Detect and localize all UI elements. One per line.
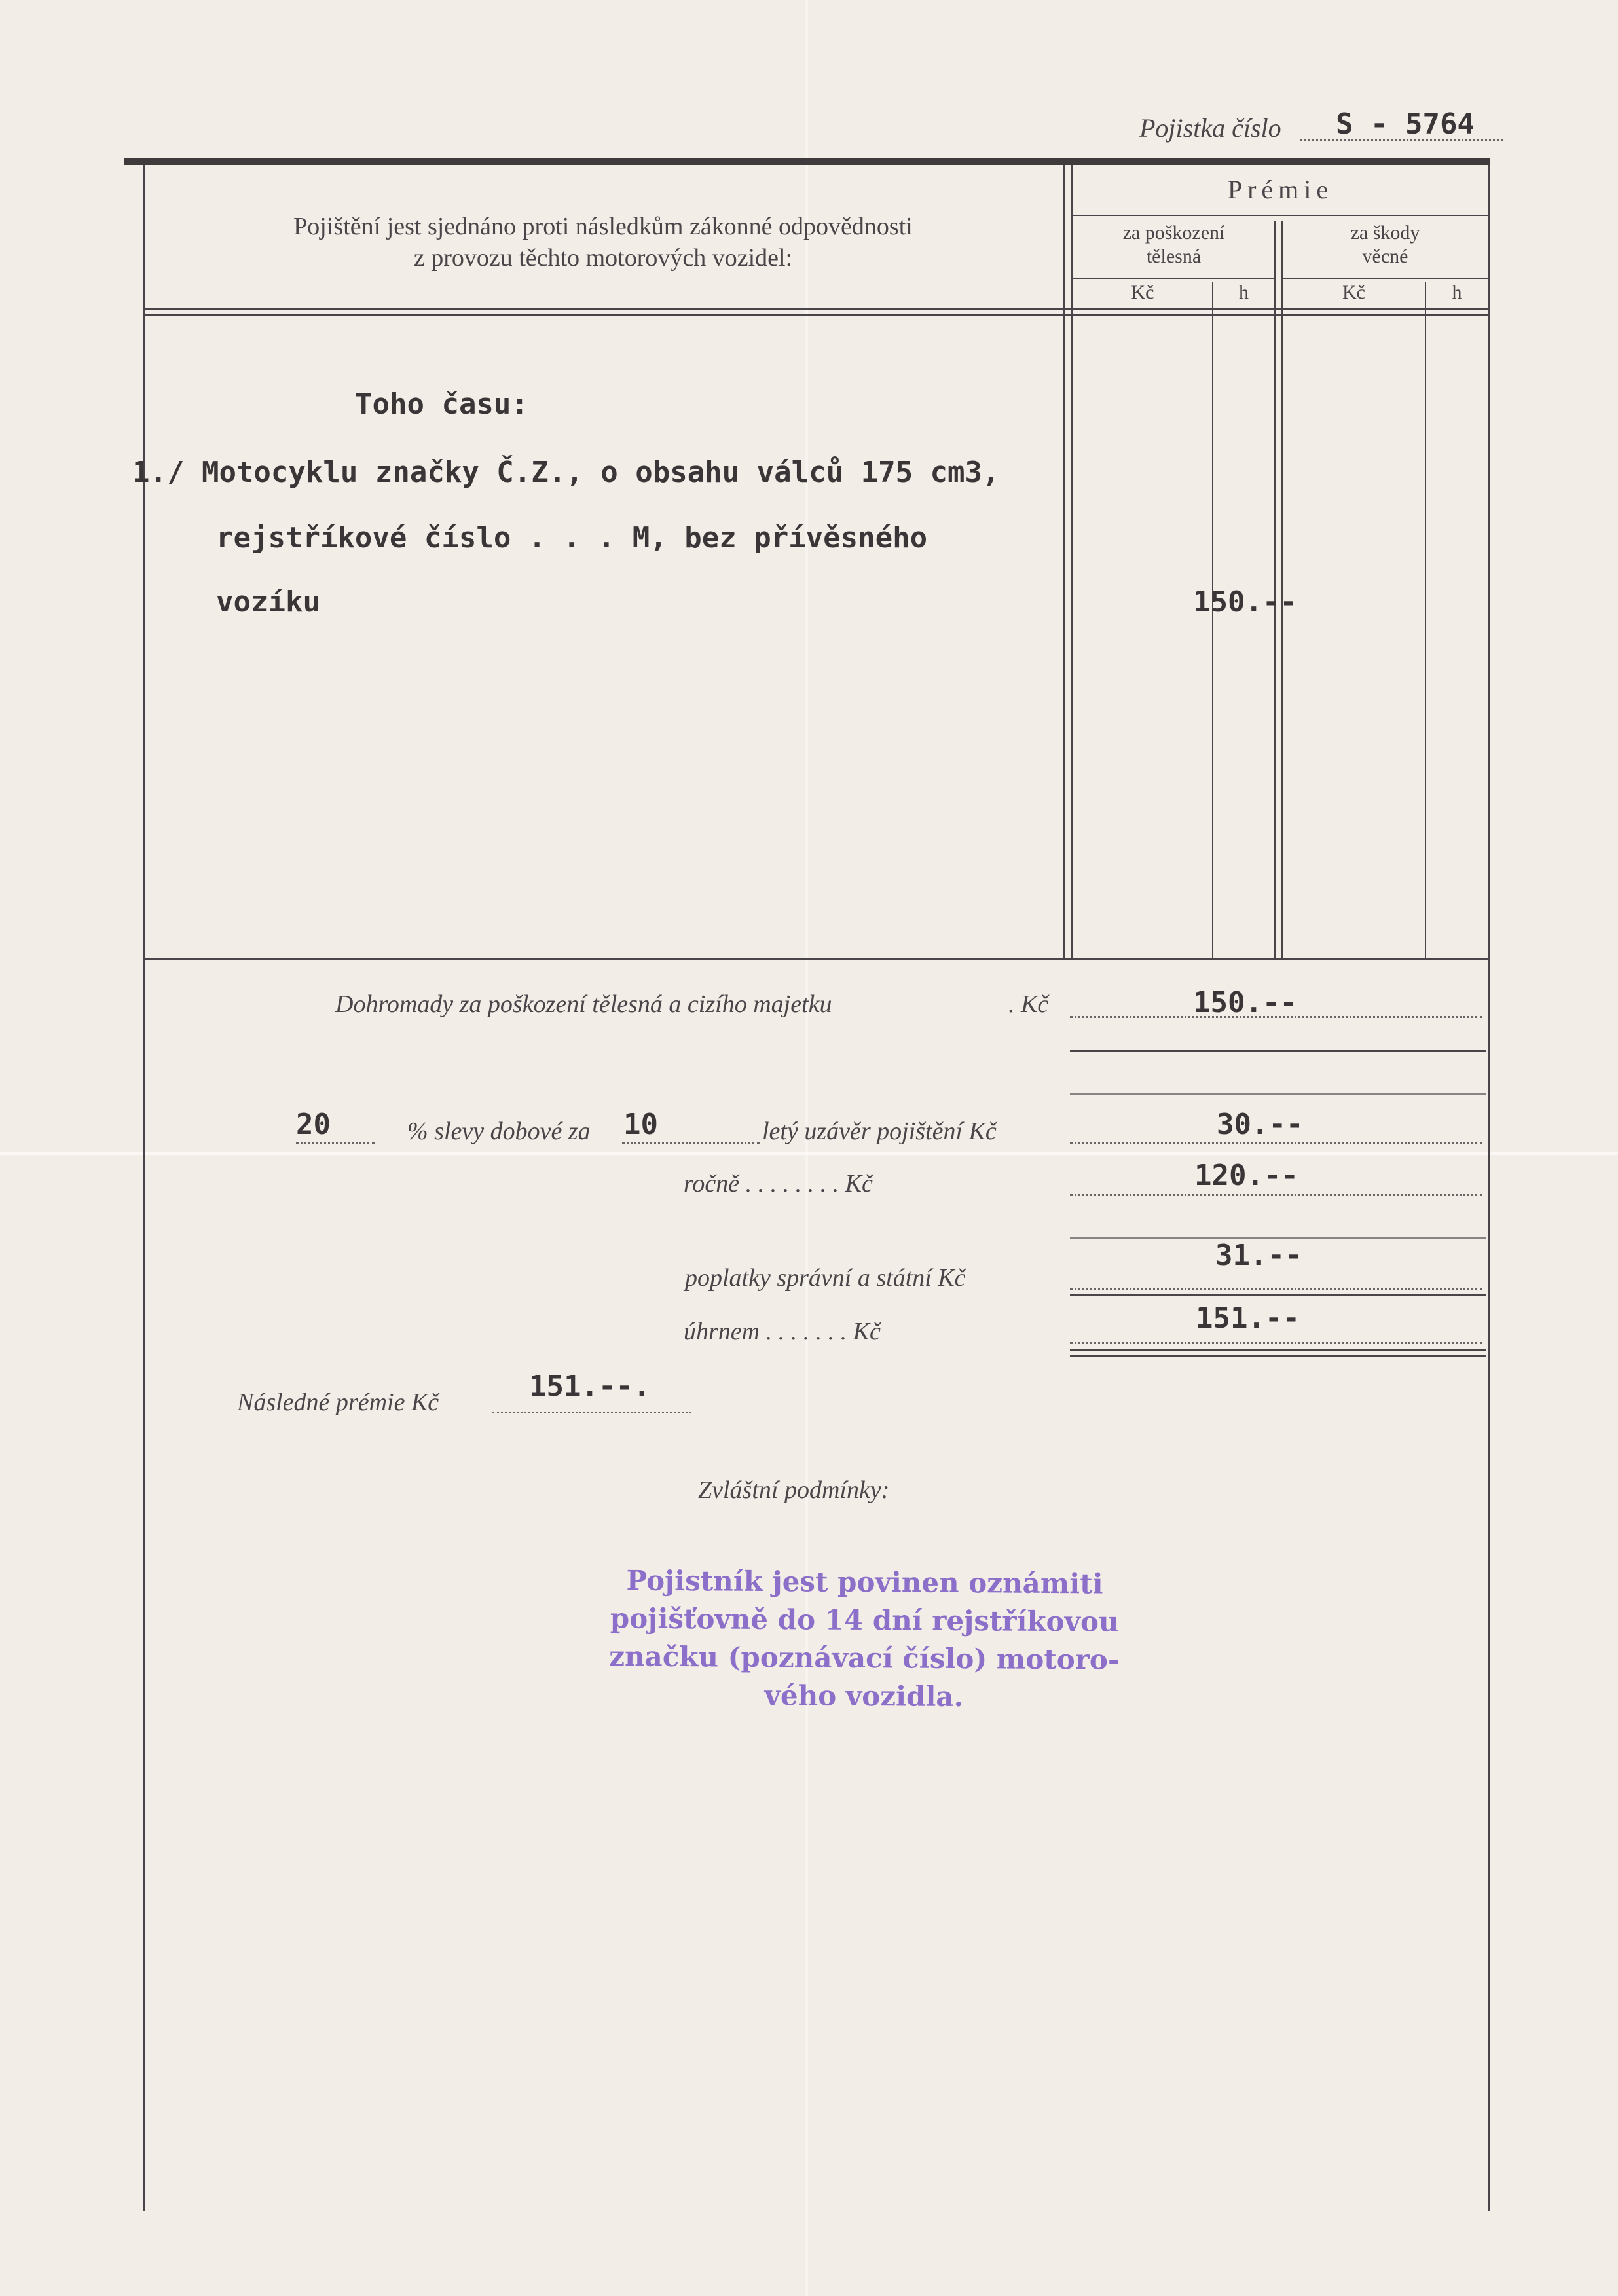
col2-heading-line2: věcné (1362, 246, 1408, 267)
stamp-line-4: vého vozidla. (764, 1679, 964, 1713)
col1-unit-h: h (1239, 282, 1249, 303)
fees-value: 31.-- (1215, 1239, 1302, 1272)
subsequent-label: Následné prémie Kč (237, 1389, 439, 1416)
vehicle-premium: 150.-- (1193, 585, 1297, 619)
grand-rule-2 (1070, 1355, 1486, 1357)
body-bottom-rule (143, 958, 1488, 960)
discount-years-dots (622, 1142, 760, 1144)
fees-dots (1070, 1288, 1482, 1290)
grand-label: úhrnem . . . . . . . Kč (684, 1318, 881, 1345)
discount-value: 30.-- (1217, 1108, 1304, 1141)
total-value: 150.-- (1193, 986, 1297, 1019)
header-rule-1 (143, 308, 1488, 310)
stamp-line-3: značku (poznávací číslo) motoro- (609, 1640, 1120, 1676)
coverage-description-line1: Pojištění jest sjednáno proti následkům zákonné odpovědnosti (293, 213, 913, 240)
policy-number-label: Pojistka číslo (1139, 113, 1281, 143)
header-rule-2 (143, 314, 1488, 316)
grand-rule-1 (1070, 1349, 1486, 1351)
discount-label-2: letý uzávěr pojištění Kč (762, 1118, 997, 1145)
col-divider-1a (1063, 165, 1065, 958)
premie-heading: Prémie (1227, 175, 1334, 204)
total-label: Dohromady za poškození tělesná a cizího majetku (335, 991, 832, 1018)
col-divider-kc-h-2 (1425, 282, 1426, 958)
fold-mark (0, 1152, 1618, 1155)
premie-rule (1073, 215, 1488, 216)
right-border (1488, 165, 1490, 2211)
col1-heading-line1: za poškození (1122, 222, 1225, 244)
col-divider-kc-h-1 (1212, 282, 1213, 958)
discount-percent: 20 (296, 1108, 331, 1141)
discount-label-1: % slevy dobové za (407, 1118, 591, 1145)
col1-unit-kc: Kč (1131, 282, 1154, 303)
total-kc: . Kč (1008, 991, 1049, 1018)
fees-label: poplatky správní a státní Kč (685, 1264, 966, 1292)
body-heading: Toho času: (355, 388, 528, 421)
col2-heading (1283, 221, 1488, 268)
total-rule (1070, 1050, 1486, 1052)
coverage-description-line2: z provozu těchto motorových vozidel: (413, 244, 793, 272)
fold-mark-vertical (805, 0, 808, 2296)
col2-unit-rule (1283, 278, 1488, 279)
vehicle-line-3: vozíku (216, 585, 320, 619)
annual-value: 120.-- (1194, 1159, 1298, 1192)
grand-dots (1070, 1342, 1482, 1344)
subsequent-value: 151.--. (529, 1370, 651, 1403)
col2-unit-kc: Kč (1342, 282, 1365, 303)
grand-value: 151.-- (1196, 1302, 1300, 1335)
discount-percent-dots (296, 1142, 375, 1144)
top-rule (124, 158, 1490, 165)
subsequent-dots (492, 1412, 691, 1413)
fees-rule (1070, 1294, 1486, 1296)
discount-years: 10 (623, 1108, 658, 1141)
total-rule-2 (1070, 1093, 1486, 1095)
special-conditions-stamp (589, 1561, 1140, 1717)
discount-dots (1070, 1142, 1482, 1144)
coverage-description (143, 211, 1063, 274)
stamp-line-1: Pojistník jest povinen oznámiti (626, 1564, 1103, 1600)
vehicle-line-2: rejstříkové číslo . . . M, bez přívěsného (216, 521, 928, 555)
annual-dots (1070, 1194, 1482, 1196)
special-conditions-title: Zvláštní podmínky: (698, 1476, 890, 1504)
policy-number-value: S - 5764 (1336, 107, 1475, 141)
col1-heading-line2: tělesná (1146, 246, 1202, 267)
col2-heading-line1: za škody (1350, 222, 1420, 244)
col1-heading (1073, 221, 1274, 268)
col1-unit-rule (1073, 278, 1274, 279)
stamp-line-2: pojišťovně do 14 dní rejstříkovou (610, 1602, 1119, 1638)
annual-label: ročně . . . . . . . . Kč (684, 1170, 873, 1197)
col2-unit-h: h (1452, 282, 1462, 303)
vehicle-line-1: 1./ Motocyklu značky Č.Z., o obsahu válců 175 cm3, (132, 456, 1000, 489)
